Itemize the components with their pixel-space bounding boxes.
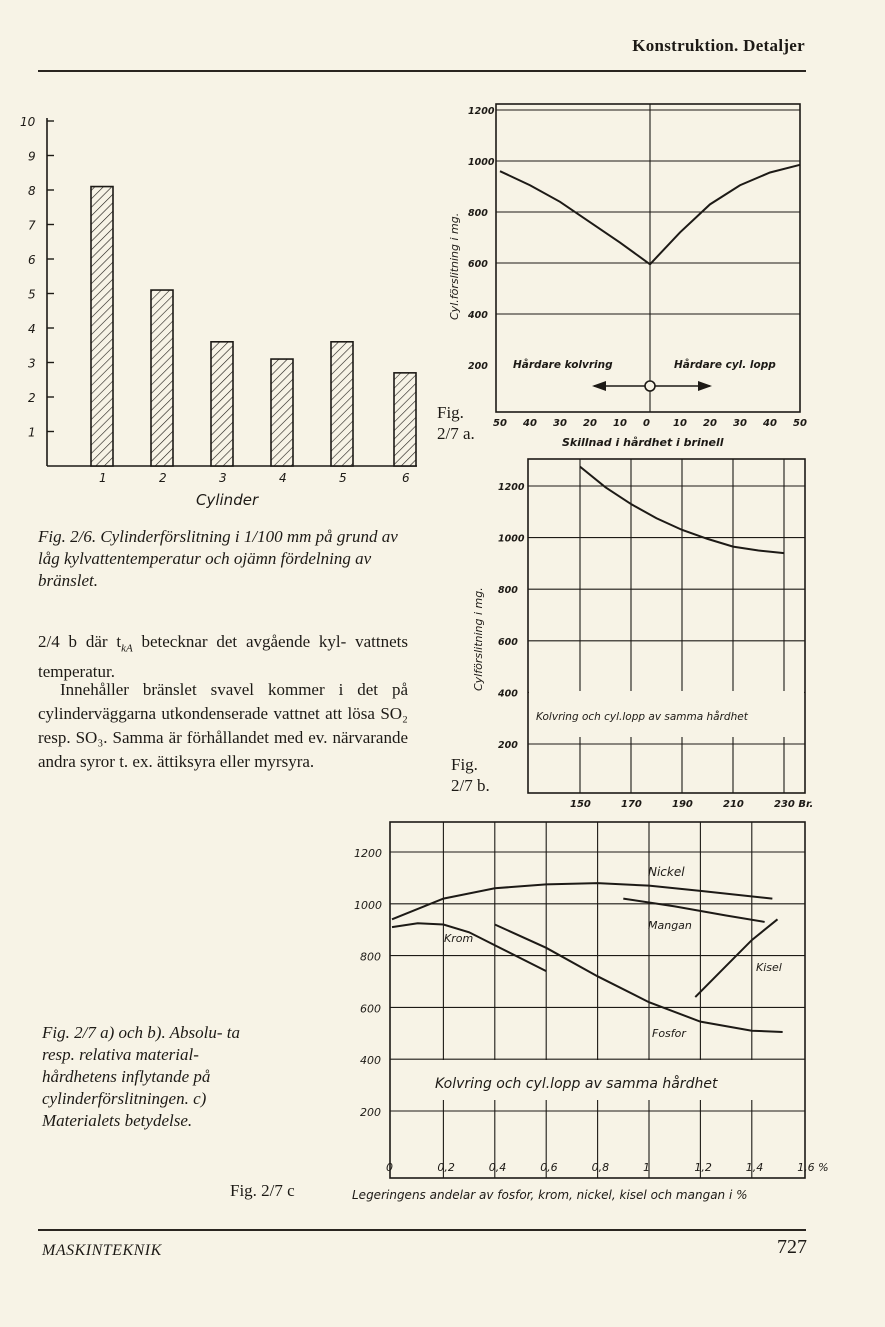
footer-rule [38, 1229, 806, 1231]
running-head: Konstruktion. Detaljer [632, 36, 805, 55]
fig27a-xtick-label: 40 [523, 418, 537, 429]
fig26-caption: Fig. 2/6. Cylinderförslitning i 1/100 mm på grund av låg kylvattentemperatur och ojämn fördelning av bränslet. [38, 527, 398, 590]
journal-name: MASKINTEKNIK [42, 1242, 162, 1259]
fig26-bar-1 [91, 187, 113, 466]
fig27a-xtick-label: 50 [493, 418, 507, 429]
fig27a-ytick-label: 800 [468, 208, 488, 219]
fig27b-ytick-label: 400 [498, 688, 518, 700]
para1-start: 2/4 b där t [38, 632, 122, 651]
fig27b-xtick-label: 230 Br. [774, 799, 814, 810]
fig26-ytick-label: 1 [28, 425, 36, 440]
fig27c-ytick-label: 1000 [354, 898, 382, 912]
fig26-ytick-label: 10 [20, 115, 36, 129]
fig27b-label [451, 754, 490, 796]
fig26-chart [20, 100, 430, 520]
fig27b-ylabel: Cylförslitning i mg. [472, 587, 485, 691]
fig27c-curve-kisel [695, 919, 777, 997]
fig26-xtick-label: 2 [159, 471, 167, 485]
fig27c-ytick-label: 800 [360, 950, 381, 964]
fig26-bar-4 [271, 359, 293, 466]
fig27c-xtick-label: 0,8 [591, 1161, 610, 1174]
fig27a-xtick-label: 30 [733, 418, 747, 429]
fig27a-label-line1: Fig. [437, 403, 464, 422]
fig27b-xtick-label: 190 [672, 799, 693, 810]
fig27a-ytick-label: 600 [468, 259, 488, 270]
fig26-xtick-label: 6 [402, 471, 410, 485]
fig27c-xtick-label: 0 [386, 1161, 393, 1174]
fig26-bar-2 [151, 290, 173, 466]
fig27c-label-kisel: Kisel [756, 961, 782, 974]
fig27a-label [437, 402, 475, 444]
fig27a-chart [440, 100, 815, 460]
fig27c-label: Fig. 2/7 c [230, 1181, 295, 1200]
fig27c-chart [340, 815, 880, 1210]
fig26-bar-3 [211, 342, 233, 466]
fig27b-label-line2: 2/7 b. [451, 776, 490, 795]
fig27a-xtick-label: 30 [553, 418, 567, 429]
fig26-ytick-label: 6 [28, 253, 36, 267]
para1-subscript: kA [121, 642, 133, 655]
fig27b-ytick-label: 600 [498, 636, 518, 648]
fig27a-ylabel: Cyl.förslitning i mg. [448, 212, 461, 320]
fig27a-ytick-label: 1200 [468, 106, 495, 117]
fig27b-xtick-label: 210 [723, 799, 744, 810]
fig26-bar-5 [331, 342, 353, 466]
fig26-ytick-label: 3 [28, 356, 36, 371]
fig27a-xtick-label: 0 [643, 418, 650, 429]
fig27a-arrow-left-icon [592, 381, 606, 391]
fig26-ytick-label: 2 [28, 391, 36, 405]
fig27a-xlabel: Skillnad i hårdhet i brinell [562, 436, 724, 449]
fig27c-xtick-label: 0,6 [540, 1161, 558, 1174]
fig26-xtick-label: 1 [99, 471, 107, 485]
fig27c-ytick-label: 1200 [354, 847, 382, 860]
fig27c-ytick-label: 200 [360, 1106, 381, 1119]
fig27c-xtick-label: 0,2 [437, 1161, 455, 1174]
fig27c-label-krom: Krom [444, 932, 474, 945]
fig26-ytick-label: 5 [28, 287, 36, 302]
fig27a-xtick-label: 50 [793, 418, 807, 429]
fig27c-curve-krom [392, 923, 546, 971]
header-rule [38, 70, 806, 72]
fig26-ytick-label: 8 [28, 184, 36, 198]
fig27a-xtick-label: 20 [583, 418, 597, 429]
fig27b-frame [528, 459, 805, 793]
fig27b-xtick-label: 150 [570, 799, 591, 810]
fig27a-ytick-label: 200 [468, 361, 488, 372]
fig27a-arrow-right-icon [698, 381, 712, 391]
fig27c-ytick-label: 600 [360, 1002, 381, 1016]
fig26-xtick-label: 5 [339, 471, 347, 485]
fig27c-curve-mangan [623, 899, 764, 922]
fig27a-ytick-label: 400 [468, 310, 488, 321]
para1-rest: betecknar det avgående kyl- vattnets temperatur. [38, 632, 408, 682]
fig27b-annotation: Kolvring och cyl.lopp av samma hårdhet [536, 711, 748, 723]
fig26-xtick-label: 4 [279, 471, 287, 485]
fig27a-xtick-label: 40 [763, 418, 777, 429]
fig26-xlabel: Cylinder [196, 491, 259, 509]
fig26-bar-6 [394, 373, 416, 466]
body-paragraph-2: Innehåller bränslet svavel kommer i det på cylinderväggarna utkondenserade vattnet att lösa SO₂ resp. SO₃. Samma är förhållandet med ev. närvarande andra syror t. ex. ättiksyra eller myrsyra. [38, 680, 408, 771]
fig27c-xtick-label: 0,4 [488, 1161, 507, 1174]
fig27b-xtick-label: 170 [621, 799, 642, 810]
fig27b-ytick-label: 1000 [498, 533, 525, 545]
fig27a-annot-right: Hårdare cyl. lopp [674, 359, 776, 371]
fig27a-label-line2: 2/7 a. [437, 424, 475, 443]
fig27c-xtick-label: 1,2 [694, 1161, 712, 1174]
page-number: 727 [777, 1236, 807, 1258]
fig27a-ytick-label: 1000 [468, 157, 495, 168]
fig27b-ytick-label: 800 [498, 585, 518, 597]
fig27c-xlabel: Legeringens andelar av fosfor, krom, nickel, kisel och mangan i % [352, 1188, 748, 1202]
fig27c-annotation: Kolvring och cyl.lopp av samma hårdhet [435, 1076, 718, 1092]
fig27a-xtick-label: 10 [673, 418, 687, 429]
fig26-ytick-label: 4 [28, 322, 36, 336]
fig27c-curve-fosfor [495, 925, 783, 1032]
body-paragraph-1 [38, 630, 408, 684]
fig26-ytick-label: 9 [28, 149, 36, 164]
fig26-ytick-label: 7 [28, 218, 36, 233]
fig27b-ytick-label: 1200 [498, 482, 525, 493]
fig27a-xtick-label: 20 [703, 418, 717, 429]
fig26-xtick-label: 3 [219, 471, 227, 485]
fig27c-xtick-label: 1 [643, 1161, 650, 1174]
fig27a-xtick-label: 10 [613, 418, 627, 429]
fig27c-label-mangan: Mangan [648, 919, 692, 932]
fig27c-xtick-label: 1,6 % [797, 1161, 829, 1174]
fig27a-zero-marker [645, 381, 655, 391]
fig27-caption: Fig. 2/7 a) och b). Absolu- ta resp. relativa material- hårdhetens inflytande på cylinderförslitningen. c) Materialets betydelse. [42, 1023, 240, 1130]
fig27b-ytick-label: 200 [498, 740, 518, 751]
fig27b-chart [440, 455, 820, 815]
fig27c-label-fosfor: Fosfor [652, 1027, 686, 1040]
fig27b-label-line1: Fig. [451, 755, 478, 774]
fig27c-ytick-label: 400 [360, 1054, 381, 1068]
fig27a-annot-left: Hårdare kolvring [513, 359, 613, 371]
fig27c-xtick-label: 1,4 [745, 1161, 764, 1174]
fig27c-label-nickel: Nickel [648, 865, 685, 879]
